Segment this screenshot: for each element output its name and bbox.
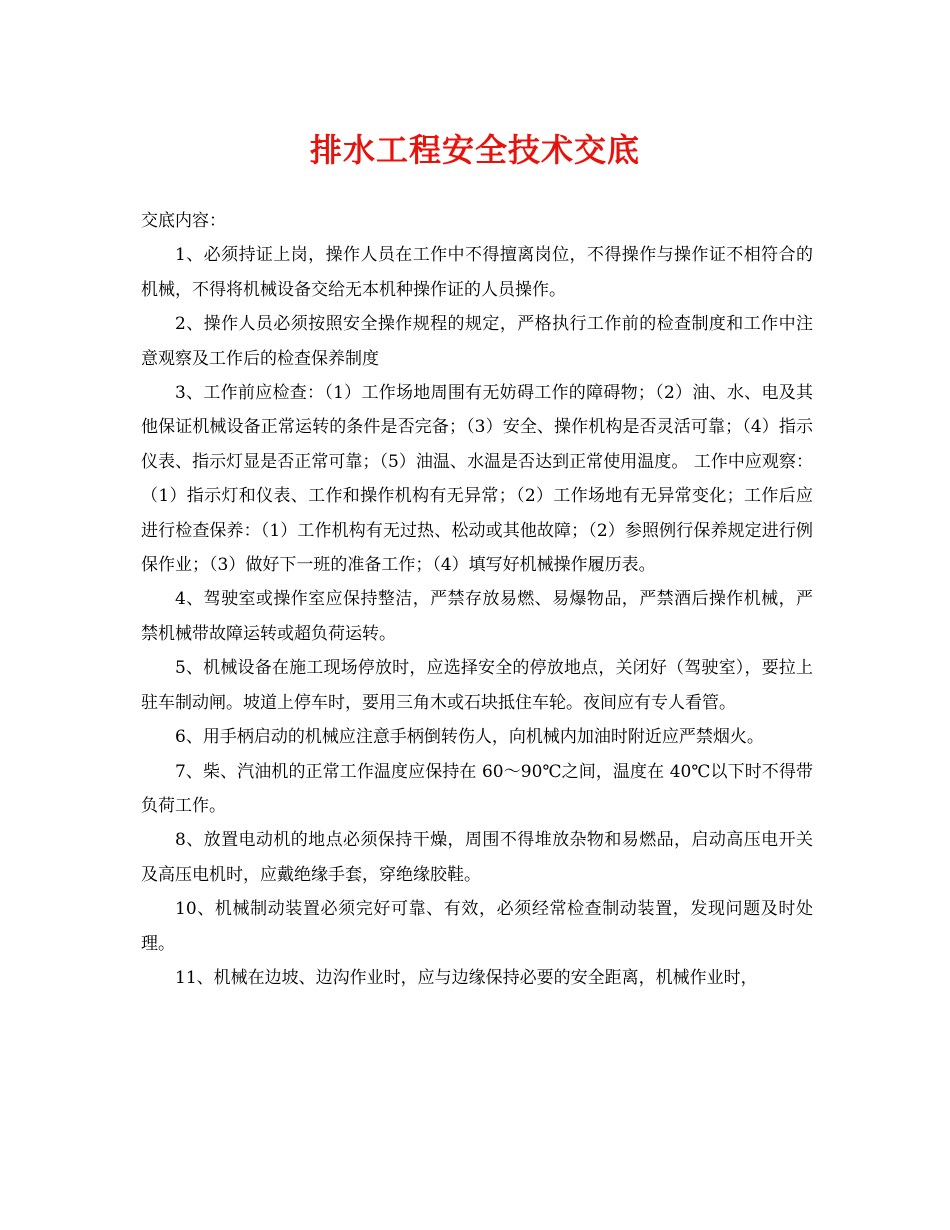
document-title: 排水工程安全技术交底 <box>309 131 640 169</box>
paragraph-7: 7、柴、汽油机的正常工作温度应保持在 60～90℃之间，温度在 40℃以下时不得带负荷工作。 <box>141 761 813 816</box>
paragraph-4: 4、驾驶室或操作室应保持整洁，严禁存放易燃、易爆物品，严禁酒后操作机械，严禁机械带故障运转或超负荷运转。 <box>141 589 813 644</box>
intro-label: 交底内容： <box>141 211 226 231</box>
paragraph-5: 5、机械设备在施工现场停放时，应选择安全的停放地点，关闭好（驾驶室），要拉上驻车制动闸。坡道上停车时，要用三角木或石块抵住车轮。夜间应有专人看管。 <box>141 658 813 713</box>
paragraph-3: 3、工作前应检查：（1）工作场地周围有无妨碍工作的障碍物；（2）油、水、电及其他保证机械设备正常运转的条件是否完备；（3）安全、操作机构是否灵活可靠；（4）指示仪表、指示灯显是否正常可靠；（5）油温、水温是否达到正常使用温度。 工作中应观察：（1）指示灯和仪表、工作和操作机构有无异常；（2）工作场地有无异常变化；工作后应进行检查保养：（1）工作机构有无过热、松动或其他故障；（2）参照例行保养规定进行例保作业；（3）做好下一班的准备工作；（4）填写好机械操作履历表。 <box>141 383 813 576</box>
document-body <box>141 204 813 995</box>
paragraph-11: 11、机械在边坡、边沟作业时，应与边缘保持必要的安全距离，机械作业时， <box>175 967 758 988</box>
paragraph-6: 6、用手柄启动的机械应注意手柄倒转伤人，向机械内加油时附近应严禁烟火。 <box>175 727 764 748</box>
paragraph-2: 2、操作人员必须按照安全操作规程的规定，严格执行工作前的检查制度和工作中注意观察及工作后的检查保养制度 <box>141 314 813 369</box>
paragraph-10: 10、机械制动装置必须完好可靠、有效，必须经常检查制动装置，发现问题及时处理。 <box>141 899 813 954</box>
paragraph-8: 8、放置电动机的地点必须保持干燥，周围不得堆放杂物和易燃品，启动高压电开关及高压电机时，应戴绝缘手套，穿绝缘胶鞋。 <box>141 830 813 885</box>
paragraph-1: 1、必须持证上岗，操作人员在工作中不得擅离岗位，不得操作与操作证不相符合的机械，不得将机械设备交给无本机种操作证的人员操作。 <box>141 245 813 300</box>
